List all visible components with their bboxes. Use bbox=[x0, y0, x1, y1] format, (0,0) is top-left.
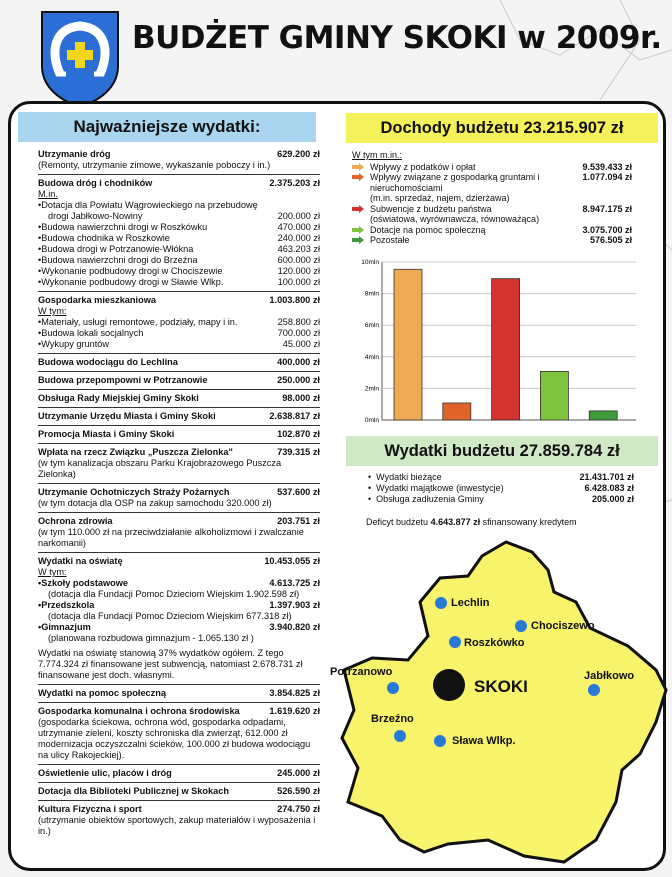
expense-note: (gospodarka ściekowa, ochrona wód, gospodarka odpadami, utrzymanie zieleni, koszty schroniska dla zwierząt, 612.000 zł modernizacja oczyszczalni ścieków, 100.000 zł budowa wodociągu na ulicy Rakojeckiej). bbox=[38, 717, 311, 760]
chart-y-tick-label: 10mln bbox=[361, 259, 379, 266]
expense-note: (utrzymanie obiektów sportowych, zakup materiałów i wyposażenia i in.) bbox=[38, 815, 316, 836]
income-list bbox=[352, 150, 632, 246]
chart-bar bbox=[394, 269, 422, 420]
map-label-roszkowko: Roszkówko bbox=[464, 637, 525, 649]
expense-item bbox=[38, 553, 320, 685]
income-item bbox=[352, 172, 632, 204]
subitem-label: •Szkoły podstawowe bbox=[38, 578, 129, 588]
municipality-map bbox=[328, 540, 668, 870]
income-bar-chart bbox=[352, 254, 642, 428]
expense-item bbox=[38, 354, 320, 372]
spending-list bbox=[368, 472, 634, 505]
income-item bbox=[352, 162, 632, 173]
expense-amount: 102.870 zł bbox=[277, 429, 320, 439]
jablkowo-marker bbox=[588, 684, 600, 696]
subitem-amount: 200.000 zł bbox=[277, 211, 320, 221]
chart-y-tick-label: 2mln bbox=[364, 385, 379, 393]
income-label: Subwencje z budżetu państwa bbox=[370, 203, 492, 214]
income-intro: W tym m.in.: bbox=[352, 150, 402, 160]
subitem-label: •Wykupy gruntów bbox=[38, 339, 110, 349]
expense-label: Utrzymanie dróg bbox=[38, 149, 111, 159]
spending-heading: Wydatki budżetu 27.859.784 zł bbox=[346, 436, 658, 466]
expense-note: (w tym kanalizacja obszaru Parku Krajobrazowego Puszcza Zielonka) bbox=[38, 458, 282, 479]
expenses-heading: Najważniejsze wydatki: bbox=[18, 112, 316, 142]
arrow-icon bbox=[352, 205, 364, 213]
spending-item bbox=[368, 472, 634, 483]
expense-label: Wpłata na rzecz Związku „Puszcza Zielonka" bbox=[38, 447, 233, 457]
income-item bbox=[352, 225, 632, 236]
income-heading: Dochody budżetu 23.215.907 zł bbox=[346, 113, 658, 143]
expense-label: Promocja Miasta i Gminy Skoki bbox=[38, 429, 175, 439]
spending-item bbox=[368, 494, 634, 505]
expense-label: Gospodarka komunalna i ochrona środowiska bbox=[38, 706, 240, 716]
expense-intro: W tym: bbox=[38, 567, 67, 577]
subitem-amount: 100.000 zł bbox=[277, 277, 320, 287]
spending-label: • Wydatki majątkowe (inwestycje) bbox=[368, 483, 504, 494]
expense-label: Wydatki na pomoc społeczną bbox=[38, 688, 166, 698]
expense-amount: 1.003.800 zł bbox=[269, 295, 320, 305]
subitem-amount: 1.397.903 zł bbox=[269, 600, 320, 610]
arrow-icon bbox=[352, 173, 364, 181]
expense-intro: M.in. bbox=[38, 189, 58, 199]
expense-amount: 537.600 zł bbox=[277, 487, 320, 497]
expense-label: Gospodarka mieszkaniowa bbox=[38, 295, 156, 305]
deficit-prefix: Deficyt budżetu bbox=[366, 517, 429, 527]
map-label-skoki: SKOKI bbox=[474, 677, 528, 696]
income-label: Dotacje na pomoc społeczną bbox=[370, 224, 486, 235]
chart-bar bbox=[589, 411, 617, 420]
income-amount: 576.505 zł bbox=[589, 235, 632, 245]
income-sublabel: (m.in. sprzedaż, najem, dzierżawa) bbox=[370, 193, 510, 203]
expense-note: (Remonty, utrzymanie zimowe, wykaszanie poboczy i in.) bbox=[38, 160, 271, 170]
subitem-label: drogi Jabłkowo-Nowiny bbox=[48, 211, 143, 221]
arrow-icon bbox=[352, 236, 364, 244]
subitem-label: •Wykonanie podbudowy drogi w Chociszewie bbox=[38, 266, 223, 276]
map-label-lechlin: Lechlin bbox=[451, 597, 490, 609]
chart-y-tick-label: 0mln bbox=[364, 417, 379, 424]
expense-label: Budowa dróg i chodników bbox=[38, 178, 153, 188]
expense-amount: 245.000 zł bbox=[277, 768, 320, 778]
expense-label: Utrzymanie Ochotniczych Straży Pożarnych bbox=[38, 487, 230, 497]
expense-amount: 10.453.055 zł bbox=[264, 556, 320, 566]
income-amount: 9.539.433 zł bbox=[582, 161, 632, 172]
expense-item bbox=[38, 444, 320, 484]
expense-note: (w tym dotacja dla OSP na zakup samochodu 320.000 zł) bbox=[38, 498, 272, 508]
chart-y-tick-label: 6mln bbox=[364, 322, 379, 330]
subitem-amount: 4.613.725 zł bbox=[269, 578, 320, 588]
expense-amount: 250.000 zł bbox=[277, 375, 320, 385]
expense-amount: 400.000 zł bbox=[277, 357, 320, 367]
expense-amount: 526.590 zł bbox=[277, 786, 320, 796]
spending-amount: 205.000 zł bbox=[591, 494, 634, 504]
subitem-label: •Wykonanie podbudowy drogi w Sławie Wlkp. bbox=[38, 277, 224, 287]
expense-item bbox=[38, 146, 320, 175]
spending-item bbox=[368, 483, 634, 494]
subitem-amount: 700.000 zł bbox=[277, 328, 320, 338]
chart-bar bbox=[540, 371, 568, 420]
map-label-brzezno: Brzeźno bbox=[371, 713, 414, 725]
expenses-list bbox=[38, 146, 320, 840]
potrzanowo-marker bbox=[387, 682, 399, 694]
expense-label: Obsługa Rady Miejskiej Gminy Skoki bbox=[38, 393, 199, 403]
chart-y-tick-label: 8mln bbox=[364, 290, 379, 298]
slawa-marker bbox=[434, 735, 446, 747]
subitem-label: •Budowa chodnika w Roszkowie bbox=[38, 233, 170, 243]
expense-amount: 3.854.825 zł bbox=[269, 688, 320, 698]
expense-note: (w tym 110.000 zł na przeciwdziałanie alkoholizmowi i zwalczanie narkomanii) bbox=[38, 527, 304, 548]
arrow-icon bbox=[352, 163, 364, 171]
brzezno-marker bbox=[394, 730, 406, 742]
expense-item bbox=[38, 685, 320, 703]
roszkowko-marker bbox=[449, 636, 461, 648]
income-amount: 1.077.094 zł bbox=[582, 172, 632, 182]
expense-label: Budowa wodociągu do Lechlina bbox=[38, 357, 178, 367]
map-label-potrzanowo: Potrzanowo bbox=[330, 666, 393, 678]
expense-label: Oświetlenie ulic, placów i dróg bbox=[38, 768, 172, 778]
subitem-note: (dotacja dla Fundacji Pomoc Dzieciom Wiejskim 1.902.598 zł) bbox=[48, 589, 300, 599]
arrow-icon bbox=[352, 226, 364, 234]
subitem-amount: 600.000 zł bbox=[277, 255, 320, 265]
expense-label: Budowa przepompowni w Potrzanowie bbox=[38, 375, 208, 385]
spending-label: • Obsługa zadłużenia Gminy bbox=[368, 494, 484, 505]
expense-item bbox=[38, 408, 320, 426]
subitem-amount: 240.000 zł bbox=[277, 233, 320, 243]
map-label-chociszewo: Chociszewo bbox=[531, 620, 595, 632]
expense-item bbox=[38, 484, 320, 513]
deficit-amount: 4.643.877 zł bbox=[430, 517, 481, 527]
subitem-label: •Dotacja dla Powiatu Wągrowieckiego na przebudowę bbox=[38, 200, 258, 210]
deficit-suffix: sfinansowany kredytem bbox=[482, 517, 577, 527]
subitem-label: •Gimnazjum bbox=[38, 622, 91, 632]
income-item bbox=[352, 204, 632, 225]
expense-item bbox=[38, 390, 320, 408]
chart-bar bbox=[492, 279, 520, 420]
expense-amount: 629.200 zł bbox=[277, 149, 320, 159]
subitem-label: •Budowa nawierzchni drogi do Brzeźna bbox=[38, 255, 198, 265]
subitem-label: •Budowa lokali socjalnych bbox=[38, 328, 144, 338]
expense-item bbox=[38, 801, 320, 840]
expense-label: Dotacja dla Biblioteki Publicznej w Skokach bbox=[38, 786, 229, 796]
coat-of-arms-logo bbox=[38, 8, 122, 108]
subitem-label: •Budowa drogi w Potrzanowie-Włókna bbox=[38, 244, 194, 254]
expense-item bbox=[38, 292, 320, 354]
expense-amount: 274.750 zł bbox=[277, 804, 320, 814]
subitem-amount: 470.000 zł bbox=[277, 222, 320, 232]
expense-amount: 203.751 zł bbox=[277, 516, 320, 526]
subitem-note: (planowana rozbudowa gimnazjum - 1.065.130 zł ) bbox=[48, 633, 254, 643]
subitem-amount: 3.940.820 zł bbox=[269, 622, 320, 632]
spending-label: • Wydatki bieżące bbox=[368, 472, 442, 483]
expense-label: Ochrona zdrowia bbox=[38, 516, 113, 526]
expense-item bbox=[38, 703, 320, 765]
spending-amount: 6.428.083 zł bbox=[584, 483, 634, 493]
income-amount: 3.075.700 zł bbox=[582, 224, 632, 235]
map-label-jablkowo: Jabłkowo bbox=[584, 670, 635, 682]
expense-label: Utrzymanie Urzędu Miasta i Gminy Skoki bbox=[38, 411, 216, 421]
subitem-note: (dotacja dla Fundacji Pomoc Dzieciom Wiejskim 677.318 zł) bbox=[48, 611, 292, 621]
income-sublabel: (oświatowa, wyrównawcza, równoważąca) bbox=[370, 214, 540, 224]
expense-item bbox=[38, 513, 320, 553]
expense-intro: W tym: bbox=[38, 306, 67, 316]
chart-y-tick-label: 4mln bbox=[364, 353, 379, 361]
expense-label: Wydatki na oświatę bbox=[38, 556, 123, 566]
expense-amount: 1.619.620 zł bbox=[269, 706, 320, 716]
income-label: Wpływy z podatków i opłat bbox=[370, 161, 476, 172]
subitem-amount: 45.000 zł bbox=[282, 339, 320, 349]
expense-amount: 739.315 zł bbox=[277, 447, 320, 457]
expense-label: Kultura Fizyczna i sport bbox=[38, 804, 142, 814]
expense-footer: Wydatki na oświatę stanowią 37% wydatków ogółem. Z tego 7.774.324 zł finansowane jest subwencją, natomiast 2.678.731 zł finansowane jest doch. własnymi. bbox=[38, 648, 303, 680]
chociszewo-marker bbox=[515, 620, 527, 632]
skoki-marker bbox=[433, 669, 465, 701]
expense-amount: 2.638.817 zł bbox=[269, 411, 320, 421]
chart-bar bbox=[443, 403, 471, 420]
expense-item bbox=[38, 175, 320, 292]
spending-amount: 21.431.701 zł bbox=[579, 472, 634, 482]
expense-item bbox=[38, 765, 320, 783]
map-label-slawa: Sława Wlkp. bbox=[452, 735, 516, 747]
municipality-shape bbox=[342, 542, 666, 862]
page-title: BUDŻET GMINY SKOKI w 2009r. bbox=[132, 20, 662, 56]
subitem-label: •Materiały, usługi remontowe, podziały, mapy i in. bbox=[38, 317, 238, 327]
income-label: Pozostałe bbox=[370, 235, 410, 245]
income-item bbox=[352, 235, 632, 246]
expense-amount: 2.375.203 zł bbox=[269, 178, 320, 188]
deficit-line bbox=[366, 517, 577, 527]
subitem-amount: 463.203 zł bbox=[277, 244, 320, 254]
subitem-amount: 258.800 zł bbox=[277, 317, 320, 327]
subitem-label: •Budowa nawierzchni drogi w Roszkówku bbox=[38, 222, 208, 232]
income-label: Wpływy związane z gospodarką gruntami i nieruchomościami bbox=[370, 172, 540, 193]
subitem-amount bbox=[316, 200, 320, 211]
income-amount: 8.947.175 zł bbox=[582, 203, 632, 214]
expense-amount: 98.000 zł bbox=[282, 393, 320, 403]
expense-item bbox=[38, 783, 320, 801]
lechlin-marker bbox=[435, 597, 447, 609]
expense-item bbox=[38, 372, 320, 390]
subitem-amount: 120.000 zł bbox=[277, 266, 320, 276]
expense-item bbox=[38, 426, 320, 444]
subitem-label: •Przedszkola bbox=[38, 600, 95, 610]
